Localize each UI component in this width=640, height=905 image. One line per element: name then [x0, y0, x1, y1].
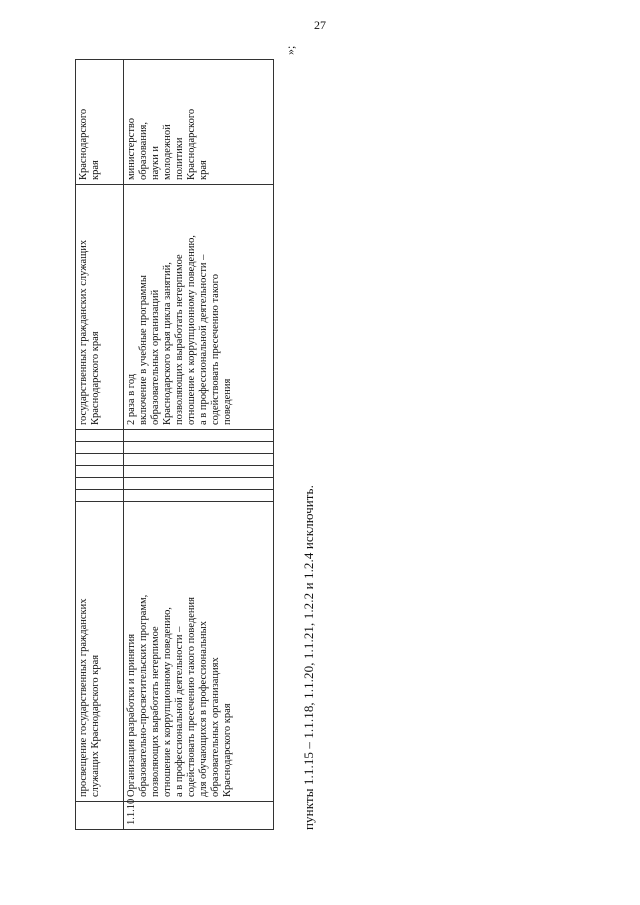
event-cell-line: Организация разработки и принятия	[126, 633, 137, 797]
executor-cell-line: Краснодарского	[186, 108, 197, 180]
result-cell-line: позволяющих выработать нетерпимое	[174, 254, 185, 425]
empty-cell	[76, 478, 124, 490]
empty-cell	[76, 442, 124, 454]
executor-cell-line: края	[90, 160, 101, 180]
empty-cell	[76, 454, 124, 466]
empty-cell	[124, 442, 274, 454]
table-row	[124, 60, 274, 830]
executor-cell-line: науки и	[150, 146, 161, 180]
empty-cell	[124, 478, 274, 490]
closing-quote: »;	[283, 45, 297, 55]
empty-cell	[124, 454, 274, 466]
result-cell-line: Краснодарского края	[90, 331, 101, 425]
event-cell-line: позволяющих выработать нетерпимое	[150, 626, 161, 797]
event-cell-line: а в профессиональной деятельности –	[174, 626, 185, 797]
event-cell-line: образовательно-просветительских программ,	[138, 594, 149, 797]
executor-cell	[76, 60, 124, 185]
empty-cell	[124, 466, 274, 478]
result-cell-line: поведения	[222, 378, 233, 425]
executor-cell-line: Краснодарского	[78, 108, 89, 180]
page-number: 27	[314, 18, 326, 32]
executor-cell-line: министерство	[126, 117, 137, 180]
result-cell-line: 2 раза в год	[126, 373, 137, 425]
result-cell-line: включение в учебные программы	[138, 275, 149, 425]
event-cell-line: для обучающихся в профессиональных	[198, 621, 209, 797]
result-cell-line: образовательных организаций	[150, 289, 161, 425]
executor-cell-line: политики	[174, 137, 185, 180]
result-cell	[124, 185, 274, 430]
executor-cell-line: молодежной	[162, 124, 173, 180]
empty-cell	[124, 430, 274, 442]
result-cell-line: содействовать пресечению такого	[210, 274, 221, 425]
result-cell-line: отношение к коррупционному поведению,	[186, 235, 197, 425]
item-number: 1.1.10	[124, 802, 274, 830]
table-row	[76, 60, 124, 830]
event-cell-line: образовательных организациях	[210, 657, 221, 797]
exclusion-text: пункты 1.1.15 – 1.1.18, 1.1.20, 1.1.21, 1.2.2 и 1.2.4 исключить.	[301, 485, 316, 830]
result-cell-line: Краснодарского края цикла занятий,	[162, 262, 173, 425]
measures-table	[75, 59, 274, 830]
empty-cell	[76, 430, 124, 442]
event-cell	[76, 502, 124, 802]
executor-cell-line: края	[198, 160, 209, 180]
event-cell-line: просвещение государственных гражданских	[78, 598, 89, 797]
event-cell-line: отношение к коррупционному поведению,	[162, 607, 173, 797]
empty-cell	[76, 466, 124, 478]
executor-cell	[124, 60, 274, 185]
empty-cell	[124, 490, 274, 502]
executor-cell-line: образования,	[138, 121, 149, 180]
event-cell	[124, 502, 274, 802]
result-cell-line: государственных гражданских служащих	[78, 239, 89, 425]
result-cell-line: а в профессиональной деятельности –	[198, 254, 209, 425]
item-number	[76, 802, 124, 830]
event-cell-line: содействовать пресечению такого поведения	[186, 597, 197, 797]
result-cell	[76, 185, 124, 430]
event-cell-line: Краснодарского края	[222, 703, 233, 797]
rotated-content	[75, 45, 325, 830]
empty-cell	[76, 490, 124, 502]
event-cell-line: служащих Краснодарского края	[90, 654, 101, 797]
